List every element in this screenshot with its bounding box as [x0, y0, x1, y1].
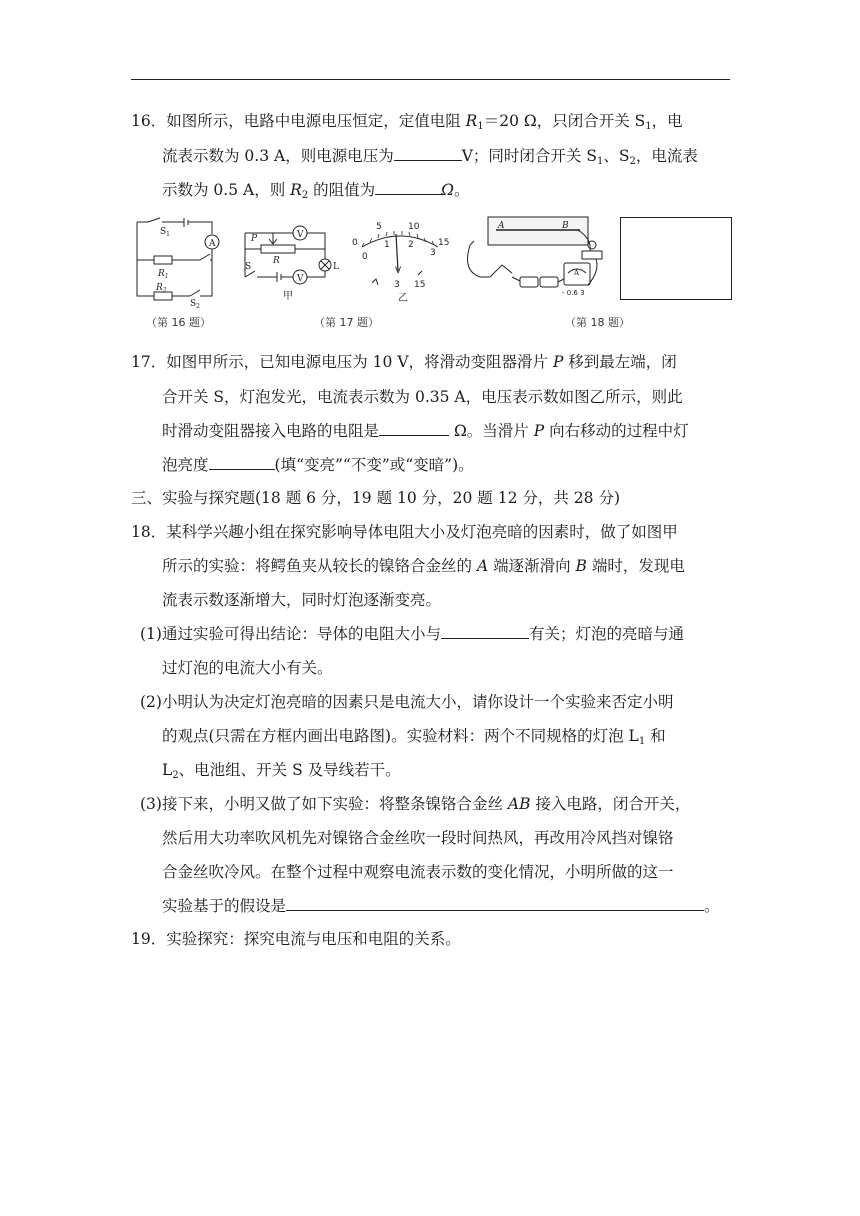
yi-label: 乙: [398, 293, 408, 304]
svg-text:0: 0: [362, 252, 368, 262]
q17-answer-blank-2[interactable]: [209, 455, 275, 470]
q18-part2-line1: (2)小明认为决定灯泡亮暗的因素只是电流大小，请你设计一个实验来否定小明: [140, 693, 674, 711]
jia-label: 甲: [283, 291, 293, 302]
figure-17-voltmeter-yi: [348, 217, 456, 303]
q16-answer-blank-1[interactable]: [394, 146, 462, 161]
q17-line2: 合开关 S，灯泡发光，电流表示数为 0.35 A，电压表示数如图乙所示，则此: [162, 388, 683, 406]
svg-text:1: 1: [384, 240, 390, 250]
svg-text:0: 0: [352, 238, 358, 248]
section-3-heading: 三、实验与探究题(18 题 6 分，19 题 10 分，20 题 12 分，共 28 分): [131, 489, 620, 507]
svg-text:3: 3: [430, 248, 436, 258]
q17-line1: 17．如图甲所示，已知电源电压为 10 V，将滑动变阻器滑片 P 移到最左端，闭: [131, 353, 677, 371]
q18-part3-line4: 实验基于的假设是 。: [162, 897, 720, 915]
q18-answer-blank-1[interactable]: [441, 624, 529, 639]
q18-part2-line2: 的观点(只需在方框内画出电路图)。实验材料：两个不同规格的灯泡 $L_1$ 和: [162, 727, 666, 747]
q18-line3: 流表示数逐渐增大，同时灯泡逐渐变亮。: [162, 591, 442, 609]
svg-text:10: 10: [408, 222, 420, 232]
q18-part1-line2: 过灯泡的电流大小有关。: [162, 659, 333, 677]
q18-part3-line3: 合金丝吹冷风。在整个过程中观察电流表示数的变化情况，小明所做的这一: [162, 863, 674, 881]
q18-part2-line3: $L_2$、电池组、开关 S 及导线若干。: [162, 761, 401, 781]
q18-part3-line1: (3)接下来，小明又做了如下实验：将整条镍铬合金丝 AB 接入电路，闭合开关，: [140, 795, 691, 813]
ammeter-terminals: - 0.6 3: [562, 289, 585, 297]
q18-number: 18．: [131, 523, 167, 541]
q17-answer-blank-1[interactable]: [379, 421, 449, 436]
q19-number: 19．: [131, 930, 167, 948]
ammeter-label: A: [209, 239, 216, 249]
caption-18: （第 18 题）: [565, 316, 630, 329]
svg-text:V: V: [395, 266, 402, 276]
voltmeter-label: V: [297, 230, 304, 240]
svg-text:15: 15: [438, 238, 450, 248]
q18-part3-line2: 然后用大功率吹风机先对镍铬合金丝吹一段时间热风，再改用冷风挡对镍铬: [162, 829, 674, 847]
q16-line2: 流表示数为 0.3 A，则电源电压为 V；同时闭合开关 $S_1$、$S_2$，电流表: [162, 147, 698, 167]
caption-16: （第 16 题）: [146, 316, 211, 329]
switch-label: S: [245, 262, 252, 272]
figure-18-apparatus: [460, 215, 608, 307]
svg-text:15: 15: [414, 280, 426, 290]
figure-17-circuit-jia: [233, 219, 343, 305]
header-rule: [131, 79, 730, 80]
slider-p-label: P: [251, 234, 258, 244]
svg-text:3: 3: [394, 280, 400, 290]
s1-label: $S_1$: [160, 227, 170, 238]
s2-label: $S_2$: [190, 299, 200, 310]
q16-line3: 示数为 0.5 A，则 $R_2$ 的阻值为 Ω。: [162, 181, 470, 201]
q18-line1: 18．某科学兴趣小组在探究影响导体电阻大小及灯泡亮暗的因素时，做了如图甲: [131, 523, 678, 541]
q16-line1: 16．如图所示，电路中电源电压恒定，定值电阻 $R_1=20$ Ω，只闭合开关 $S_1$，电: [131, 112, 683, 132]
svg-text:V: V: [297, 274, 304, 284]
rheostat-label: R: [273, 256, 280, 266]
q17-line3: 时滑动变阻器接入电路的电阻是 Ω。当滑片 P 向右移动的过程中灯: [162, 422, 689, 440]
figure-16-circuit: [134, 218, 234, 310]
lamp-label: L: [333, 262, 339, 272]
wire-end-a: A: [498, 221, 505, 231]
q18-answer-blank-3[interactable]: [286, 896, 704, 911]
q18-line2: 所示的实验：将鳄鱼夹从较长的镍铬合金丝的 A 端逐渐滑向 B 端时，发现电: [162, 557, 685, 575]
q18-part1-line1: (1)通过实验可得出结论：导体的电阻大小与 有关；灯泡的亮暗与通: [140, 625, 684, 643]
q17-line4: 泡亮度 (填“变亮”“不变”或“变暗”)。: [162, 456, 474, 474]
r1-label: $R_1$: [158, 269, 169, 280]
figure-18-drawing-box[interactable]: [620, 217, 732, 300]
caption-17: （第 17 题）: [314, 316, 379, 329]
wire-end-b: B: [562, 221, 569, 231]
q16-answer-blank-2[interactable]: [375, 180, 441, 195]
svg-text:5: 5: [376, 222, 382, 232]
q17-number: 17．: [131, 353, 167, 371]
q16-number: 16．: [131, 112, 167, 130]
ammeter-a-label: A: [574, 269, 580, 277]
svg-text:2: 2: [408, 240, 414, 250]
r2-label: $R_2$: [156, 283, 167, 294]
q19-line1: 19．实验探究：探究电流与电压和电阻的关系。: [131, 930, 461, 948]
